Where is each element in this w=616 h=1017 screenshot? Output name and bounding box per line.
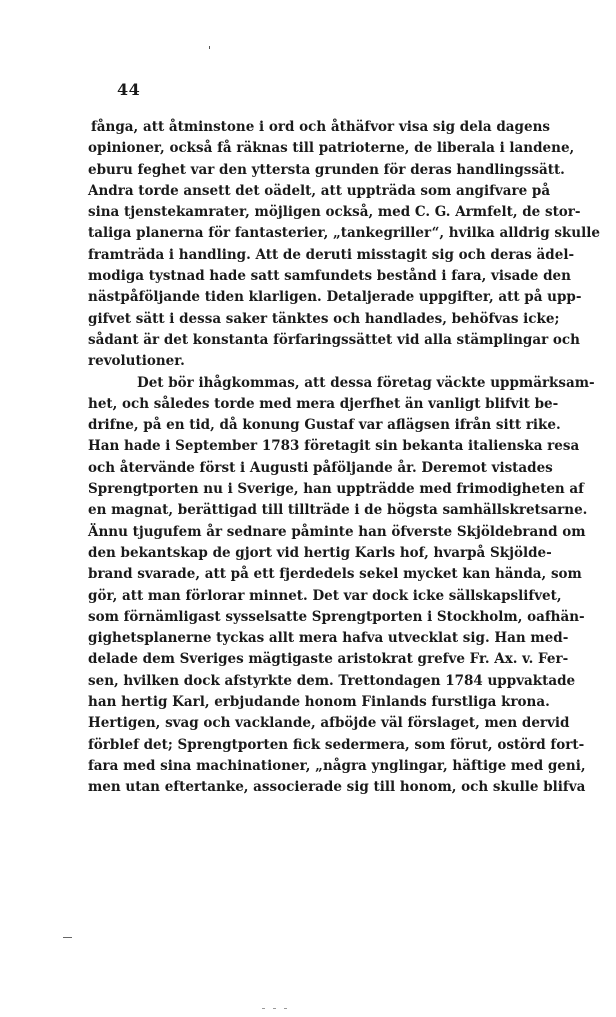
text-line: eburu feghet var den yttersta grunden för deras handlingssätt. [88,161,565,178]
page-number: 44 [117,80,141,99]
text-line: Han hade i September 1783 företagit sin bekanta italienska resa [88,438,580,455]
text-line: brand svarade, att på ett fjerdedels sekel mycket kan hända, som [88,566,582,583]
text-line: modiga tystnad hade satt samfundets bestånd i fara, visade den [88,268,571,285]
text-line: opinioner, också få räknas till patrioterne, de liberala i landene, [88,140,575,157]
text-line: het, och således torde med mera djerfhet än vanligt blifvit be- [88,395,559,412]
text-line: en magnat, berättigad till tillträde i de högsta samhällskretsarne. [88,502,588,519]
paragraph-start-line: Det bör ihågkommas, att dessa företag väckte uppmärksam- [137,374,595,391]
text-line: och återvände först i Augusti påföljande år. Deremot vistades [88,459,553,476]
text-line: gifvet sätt i dessa saker tänktes och handlades, behöfvas icke; [88,310,560,327]
footer-dot [262,1008,265,1009]
footer-dot [273,1008,276,1009]
text-line: taliga planerna för fantasterier, „tankegriller“, hvilka alldrig skulle [88,225,600,242]
footer-marks [262,998,312,1004]
text-line: nästpåföljande tiden klarligen. Detaljerade uppgifter, att på upp- [88,289,582,306]
text-line: Andra torde ansett det oädelt, att uppträda som angifvare på [88,182,551,199]
text-line: fara med sina machinationer, „några ynglingar, häftige med geni, [88,757,586,774]
text-line: delade dem Sveriges mägtigaste aristokrat grefve Fr. Ax. v. Fer- [88,651,569,668]
text-line: sen, hvilken dock afstyrkte dem. Trettondagen 1784 uppvaktade [88,672,576,689]
text-line: Sprengtporten nu i Sverige, han uppträdde med frimodigheten af [88,481,584,498]
text-line: sådant är det konstanta förfaringssättet vid alla stämplingar och [88,331,580,348]
text-line: förblef det; Sprengtporten fick sedermera, som förut, ostörd fort- [88,736,585,753]
body-text [88,117,600,799]
text-line: sina tjenstekamrater, möjligen också, med C. G. Armfelt, de stor- [88,204,581,221]
text-line: gighetsplanerne tyckas allt mera hafva utvecklat sig. Han med- [88,630,569,647]
footer-dot [284,1008,287,1009]
text-line: framträda i handling. Att de deruti misstagit sig och deras ädel- [88,246,575,263]
text-line: fånga, att åtminstone i ord och åthäfvor visa sig dela dagens [91,119,550,135]
print-speck [209,46,210,49]
text-line: han hertig Karl, erbjudande honom Finlands furstliga krona. [88,694,550,711]
paragraph-end-line: revolutioner. [88,353,185,370]
text-line: drifne, på en tid, då konung Gustaf var aflägsen ifrån sitt rike. [88,417,561,434]
margin-mark [63,937,72,938]
text-line: den bekantskap de gjort vid hertig Karls hof, hvarpå Skjölde- [88,544,552,561]
text-line: gör, att man förlorar minnet. Det var dock icke sällskapslifvet, [88,587,562,604]
text-line: som förnämligast sysselsatte Sprengtporten i Stockholm, oafhän- [88,608,585,625]
text-line: Ännu tjugufem år sednare påminte han öfverste Skjöldebrand om [88,523,586,540]
text-line: Hertigen, svag och vacklande, afböjde väl förslaget, men dervid [88,715,570,732]
text-line: men utan eftertanke, associerade sig till honom, och skulle blifva [88,779,586,796]
